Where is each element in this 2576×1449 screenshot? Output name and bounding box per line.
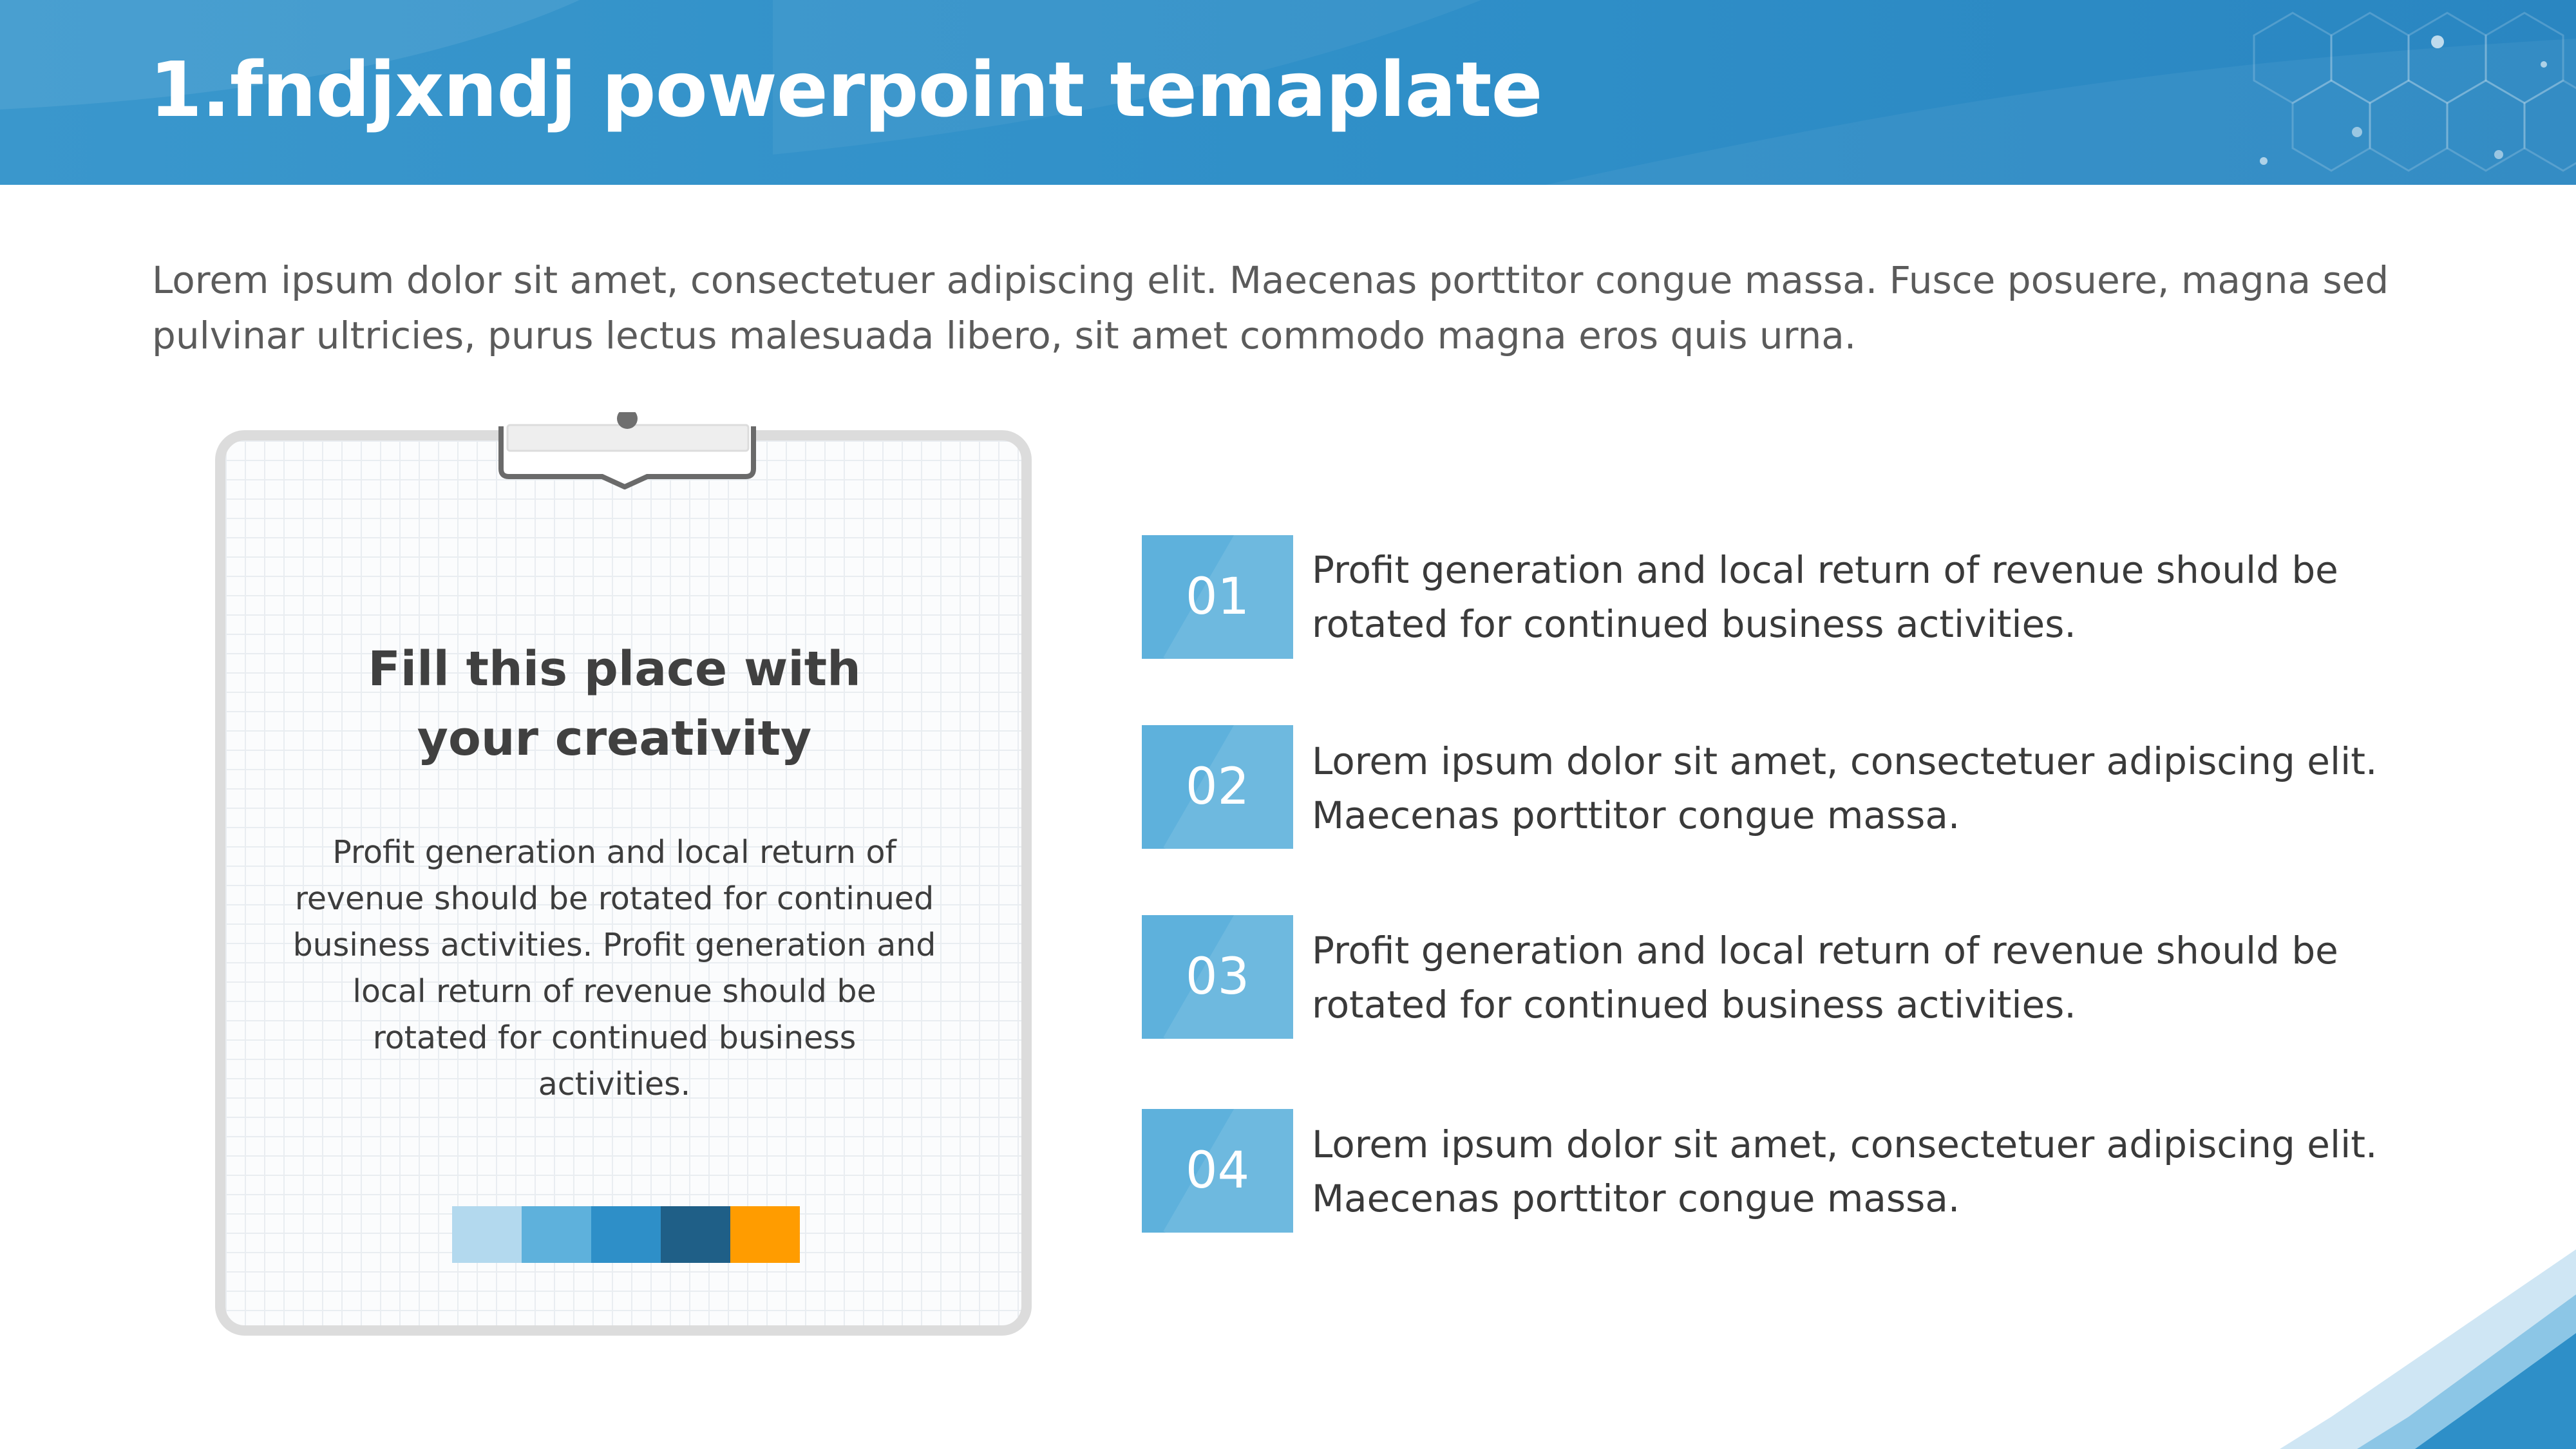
swatch-light-blue: [452, 1206, 522, 1263]
swatch-orange: [730, 1206, 800, 1263]
color-swatch-bar: [452, 1206, 800, 1263]
card-heading-line2: your creativity: [417, 711, 812, 766]
clipboard-clip-icon: [496, 412, 760, 489]
header-banner: [0, 0, 2576, 185]
item-text-01: Profit generation and local return of revenue should be rotated for continued business activities.: [1312, 548, 2338, 646]
swatch-blue: [591, 1206, 661, 1263]
item-number-badge-01: 01: [1142, 535, 1293, 659]
corner-decoration: [2254, 1224, 2576, 1449]
swatch-sky-blue: [522, 1206, 591, 1263]
page-title: 1.fndjxndj powerpoint temaplate: [149, 45, 1542, 134]
intro-paragraph: Lorem ipsum dolor sit amet, consectetuer adipiscing elit. Maecenas porttitor congue massa. Fusce posuere, magna sed pulvinar ultricies, purus lectus malesuada libero, sit amet commodo magna eros quis urna.: [152, 258, 2389, 357]
item-text-04: Lorem ipsum dolor sit amet, consectetuer adipiscing elit. Maecenas porttitor congue massa.: [1312, 1122, 2378, 1220]
item-number-badge-04: 04: [1142, 1109, 1293, 1233]
item-number-badge-03: 03: [1142, 915, 1293, 1039]
item-number-badge-02: 02: [1142, 725, 1293, 849]
card-body-text: Profit generation and local return of revenue should be rotated for continued business activities. Profit generation and local return of revenue should be rotated for continued business activities.: [292, 834, 936, 1103]
item-text-03: Profit generation and local return of revenue should be rotated for continued business activities.: [1312, 929, 2338, 1027]
card-heading-line1: Fill this place with: [368, 641, 861, 697]
swatch-dark-blue: [661, 1206, 730, 1263]
item-text-02: Lorem ipsum dolor sit amet, consectetuer adipiscing elit. Maecenas porttitor congue massa.: [1312, 739, 2378, 837]
card-heading: [267, 634, 962, 773]
